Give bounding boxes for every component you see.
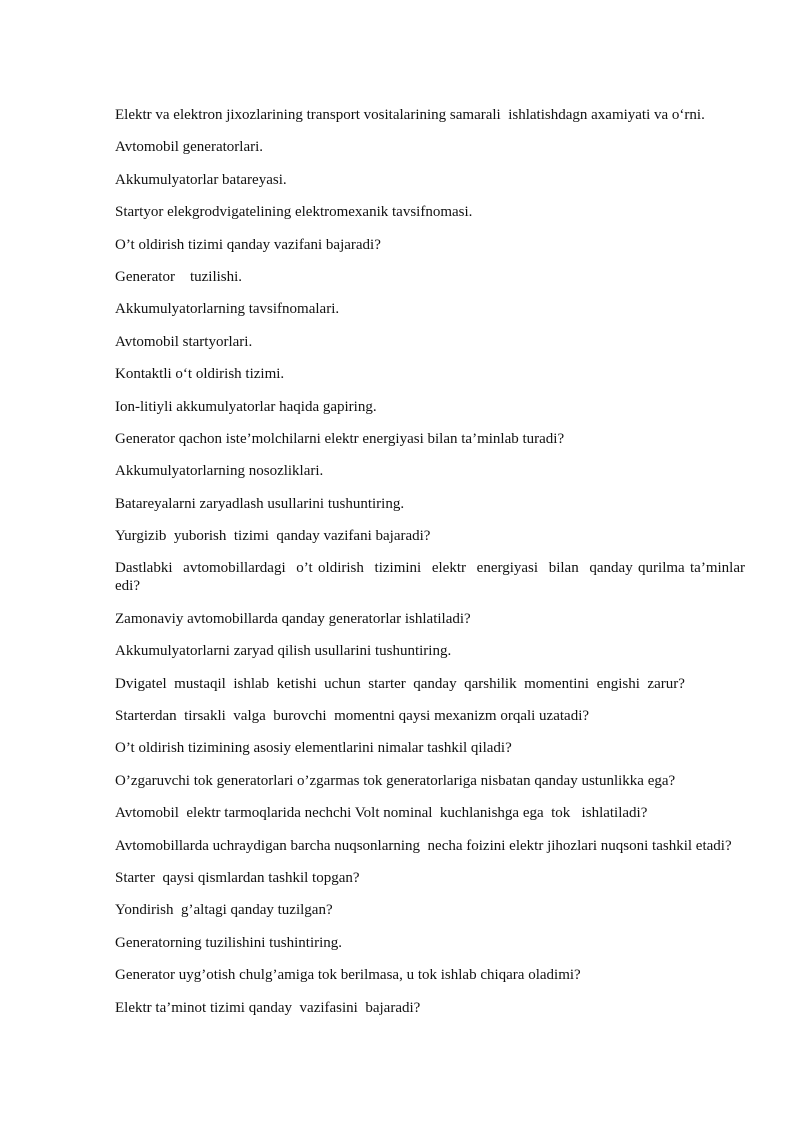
question-item: Elektr va elektron jixozlarining transport vositalarining samarali ishlatishdagn axamiyati va o‘rni. xyxy=(115,107,705,123)
question-item: Generator tuzilishi. xyxy=(115,268,243,285)
question-item: Akkumulyatorlarni zaryad qilish usullarini tushuntiring. xyxy=(115,643,452,660)
question-item: O’t oldirish tizimi qanday vazifani bajaradi? xyxy=(115,236,381,253)
question-item: Elektr ta’minot tizimi qanday vazifasini bajaradi? xyxy=(115,999,421,1016)
question-item: Generator qachon iste’molchilarni elektr energiyasi bilan ta’minlab turadi? xyxy=(115,430,565,447)
question-item: Startyor elekgrodvigatelining elektromexanik tavsifnomasi. xyxy=(115,204,473,221)
question-item: Avtomobil startyorlari. xyxy=(115,333,253,350)
question-item: Avtomobil generatorlari. xyxy=(115,139,264,156)
question-item: Avtomobil elektr tarmoqlarida nechchi Volt nominal kuchlanishga ega tok ishlatiladi? xyxy=(115,805,648,822)
question-item: Starter qaysi qismlardan tashkil topgan? xyxy=(115,869,360,886)
question-item: Dastlabki avtomobillardagi o’t oldirish tizimini elektr energiyasi bilan qanday qurilma ta’minlar edi? xyxy=(115,560,753,595)
question-item: Akkumulyatorlarning nosozliklari. xyxy=(115,463,324,480)
question-item: Batareyalarni zaryadlash usullarini tushuntiring. xyxy=(115,495,405,512)
question-item: Akkumulyatorlarning tavsifnomalari. xyxy=(115,301,340,318)
question-item: Starterdan tirsakli valga burovchi momentni qaysi mexanizm orqali uzatadi? xyxy=(115,708,590,725)
question-item: Ion-litiyli akkumulyatorlar haqida gapiring. xyxy=(115,398,377,415)
question-item: Generator uyg’otish chulg’amiga tok berilmasa, u tok ishlab chiqara oladimi? xyxy=(115,967,581,984)
question-item: Yurgizib yuborish tizimi qanday vazifani bajaradi? xyxy=(115,528,431,545)
question-item: Akkumulyatorlar batareyasi. xyxy=(115,171,287,188)
question-item: O’t oldirish tizimining asosiy elementlarini nimalar tashkil qiladi? xyxy=(115,740,512,757)
question-item: Avtomobillarda uchraydigan barcha nuqsonlarning necha foizini elektr jihozlari nuqsoni tashkil etadi? xyxy=(115,837,732,854)
question-item: Yondirish g’altagi qanday tuzilgan? xyxy=(115,902,333,919)
question-item: Zamonaviy avtomobillarda qanday generatorlar ishlatiladi? xyxy=(115,610,471,627)
question-list xyxy=(115,106,753,1031)
question-item: Generatorning tuzilishini tushintiring. xyxy=(115,934,343,951)
question-item: Kontaktli o‘t oldirish tizimi. xyxy=(115,366,285,383)
question-item: O’zgaruvchi tok generatorlari o’zgarmas tok generatorlariga nisbatan qanday ustunlikka ega? xyxy=(115,772,676,789)
question-item: Dvigatel mustaqil ishlab ketishi uchun starter qanday qarshilik momentini engishi zarur? xyxy=(115,675,685,692)
